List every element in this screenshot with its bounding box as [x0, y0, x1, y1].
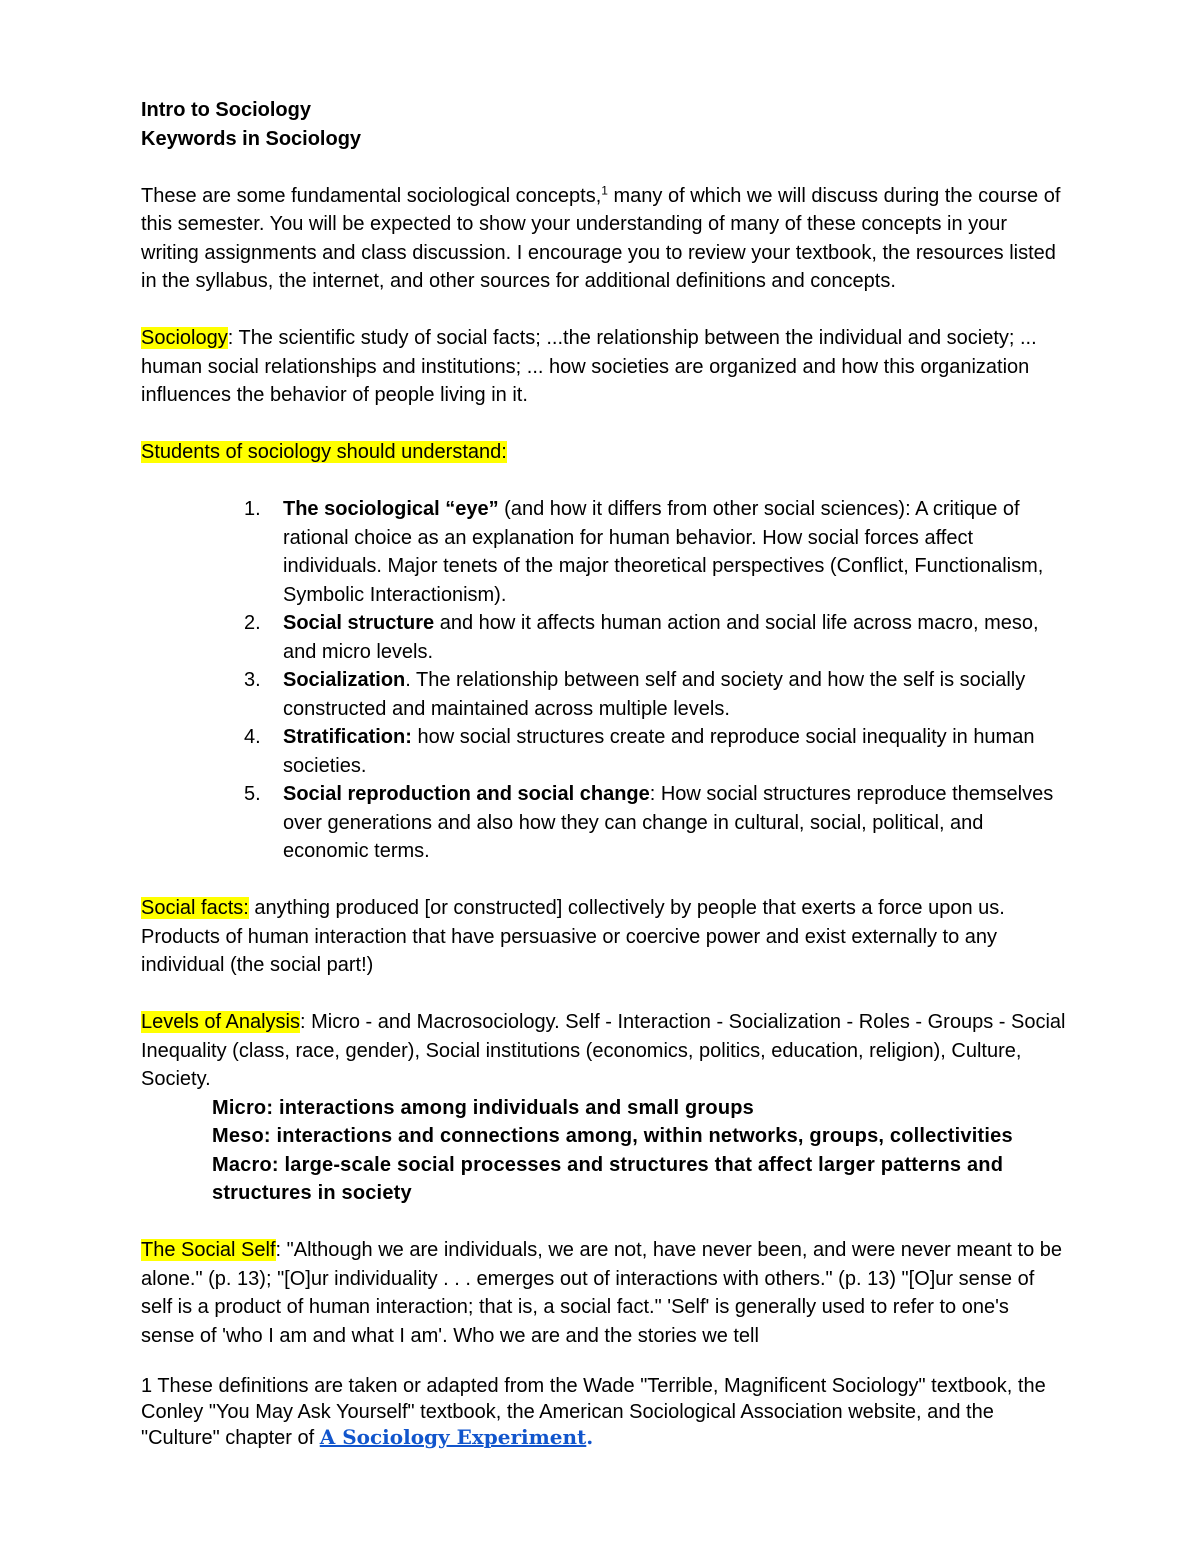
social-self-definition: The Social Self: "Although we are individuals, we are not, have never been, and were never meant to be alone." (p. 13); "[O]ur individuality . . . emerges out of interactions with others." (p. 13) "[O]ur sense of self is a product of human interaction; that is, a social fact." 'Self' is generally used to refer to one's sense of 'who I am and what I am'. Who we are and the stories we tell — [141, 1239, 1062, 1347]
meso-level: Meso: interactions and connections among, within networks, groups, collectivities — [212, 1125, 1013, 1147]
social-facts-definition: Social facts: anything produced [or constructed] collectively by people that exerts a force upon us. Products of human interaction that have persuasive or coercive power and exist externally to any individual (the social part!) — [141, 897, 1005, 976]
list-item: 4. Stratification: how social structures create and reproduce social inequality in human societies. — [244, 726, 1035, 777]
micro-level: Micro: interactions among individuals and small groups — [212, 1096, 754, 1119]
understanding-list — [141, 495, 1066, 866]
document-subtitle: Keywords in Sociology — [141, 127, 362, 150]
macro-level: Macro: large-scale social processes and structures that affect larger patterns and structures in society — [212, 1153, 1004, 1204]
document-body — [141, 96, 1066, 1452]
course-title: Intro to Sociology — [141, 99, 311, 121]
footnote: 1 These definitions are taken or adapted from the Wade "Terrible, Magnificent Sociology" textbook, the Conley "You May Ask Yourself" textbook, the American Sociological Association website, and the "Culture" chapter of A Sociology Experiment. — [141, 1375, 1046, 1449]
list-item: 1. The sociological “eye” (and how it differs from other social sciences): A critique of rational choice as an explanation for human behavior. How social forces affect individuals. Major tenets of the major theoretical perspectives (Conflict, Functionalism, Symbolic Interactionism). — [244, 498, 1044, 606]
list-item: 3. Socialization. The relationship between self and society and how the self is socially constructed and maintained across multiple levels. — [244, 669, 1026, 720]
footnote-ref[interactable]: 1 — [601, 182, 608, 197]
levels-definition: Levels of Analysis: Micro - and Macrosociology. Self - Interaction - Socialization - Roles - Groups - Social Inequality (class, race, gender), Social institutions (economics, politics, education, religion), Culture, Society. — [141, 1011, 1066, 1090]
students-heading: Students of sociology should understand: — [141, 441, 507, 463]
list-item: 2. Social structure and how it affects human action and social life across macro, meso, and micro levels. — [244, 612, 1039, 663]
sociology-definition: Sociology: The scientific study of social facts; ...the relationship between the individual and society; ... human social relationships and institutions; ... how societies are organized and how this organization influences the behavior of people living in it. — [141, 327, 1037, 406]
sociology-term: Sociology — [141, 327, 228, 349]
social-facts-term: Social facts: — [141, 897, 249, 919]
social-self-term: The Social Self — [141, 1239, 276, 1261]
levels-term: Levels of Analysis — [141, 1011, 300, 1033]
sociology-experiment-link[interactable]: A Sociology Experiment — [319, 1425, 587, 1449]
list-item: 5. Social reproduction and social change: How social structures reproduce themselves over generations and also how they can change in cultural, social, political, and economic terms. — [244, 783, 1054, 862]
intro-paragraph: These are some fundamental sociological concepts,$^1$ many of which we will discuss during the course of this semester. You will be expected to show your understanding of many of these concepts in your writing assignments and class discussion. I encourage you to review your textbook, the resources listed in the syllabus, the internet, and other sources for additional definitions and concepts. — [141, 182, 1061, 292]
